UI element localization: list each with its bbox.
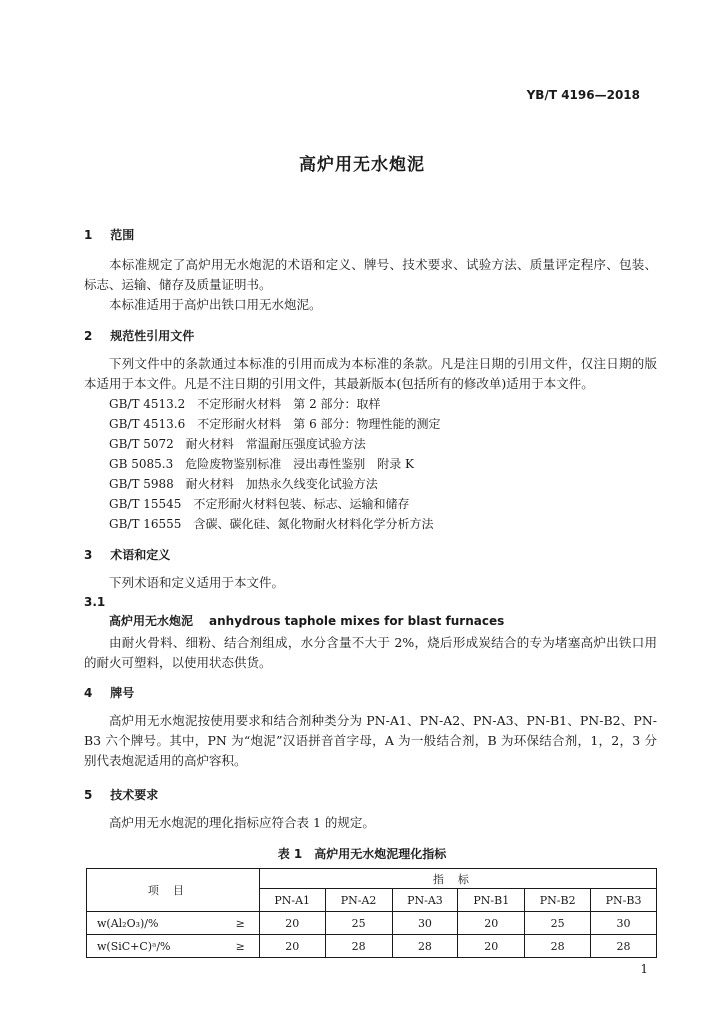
section-5-paragraph-1: 高炉用无水炮泥的理化指标应符合表 1 的规定。	[109, 815, 375, 830]
grade-header: PN-A1	[259, 889, 325, 912]
grade-header: PN-A3	[392, 889, 458, 912]
row-label-cell	[87, 935, 260, 958]
section-title: 规范性引用文件	[110, 329, 195, 343]
section-3-paragraph-1: 下列术语和定义适用于本文件。	[109, 575, 285, 590]
term-definition: 由耐火骨料、细粉、结合剂组成，水分含量不大于 2%，烧后形成炭结合的专为堵塞高炉出铁口用的耐火可塑料，以使用状态供货。	[84, 635, 657, 670]
section-title: 牌号	[110, 686, 135, 700]
reference-item: GB/T 5988 耐火材料 加热永久线变化试验方法	[109, 477, 378, 491]
term-number: 3.1	[84, 595, 106, 609]
page-number: 1	[640, 962, 648, 976]
table-header-row	[87, 869, 657, 889]
grade-header: PN-B1	[458, 889, 525, 912]
section-1-paragraph-1: 本标准规定了高炉用无水炮泥的术语和定义、牌号、技术要求、试验方法、质量评定程序、包装、标志、运输、储存及质量证明书。	[84, 257, 657, 292]
operator-symbol: ≥	[235, 916, 245, 930]
section-number: 5	[84, 788, 93, 802]
reference-item: GB/T 5072 耐火材料 常温耐压强度试验方法	[109, 437, 366, 451]
value-cell: 28	[525, 935, 591, 958]
term-entry	[109, 612, 504, 629]
value-cell: 30	[591, 912, 657, 935]
value-cell: 25	[525, 912, 591, 935]
row-label-cell	[87, 912, 260, 935]
section-title: 范围	[110, 228, 135, 242]
index-header: 指标	[259, 869, 656, 889]
section-title: 术语和定义	[110, 548, 171, 562]
section-3-heading	[84, 546, 170, 563]
value-cell: 28	[392, 935, 458, 958]
value-cell: 25	[325, 912, 392, 935]
section-4-paragraph-1: 高炉用无水炮泥按使用要求和结合剂种类分为 PN-A1、PN-A2、PN-A3、PN-B1、PN-B2、PN-B3 六个牌号。其中，PN 为“炮泥”汉语拼音首字母，A 为一般结合剂，B 为环保结合剂，1，2，3 分别代表炮泥适用的高炉容积。	[84, 713, 657, 768]
value-cell: 28	[591, 935, 657, 958]
section-number: 3	[84, 548, 93, 562]
value-cell: 20	[458, 912, 525, 935]
table-row	[87, 912, 657, 935]
reference-item: GB/T 16555 含碳、碳化硅、氮化物耐火材料化学分析方法	[109, 517, 434, 531]
value-cell: 30	[392, 912, 458, 935]
section-number: 1	[84, 228, 93, 242]
section-2-paragraph-1: 下列文件中的条款通过本标准的引用而成为本标准的条款。凡是注日期的引用文件，仅注日期的版本适用于本文件。凡是不注日期的引用文件，其最新版本(包括所有的修改单)适用于本文件。	[84, 356, 657, 391]
section-1-paragraph-2: 本标准适用于高炉出铁口用无水炮泥。	[109, 297, 322, 312]
value-cell: 20	[259, 935, 325, 958]
reference-item: GB 5085.3 危险废物鉴别标准 浸出毒性鉴别 附录 K	[109, 457, 414, 471]
document-title: 高炉用无水炮泥	[299, 155, 425, 175]
table-caption: 表 1 高炉用无水炮泥理化指标	[277, 847, 447, 861]
property-name: w(SiC+C)ᵃ/%	[97, 939, 171, 953]
section-2-heading	[84, 327, 194, 344]
section-title: 技术要求	[110, 788, 159, 802]
term-english: anhydrous taphole mixes for blast furnaces	[209, 614, 505, 628]
grade-header: PN-B2	[525, 889, 591, 912]
section-5-heading	[84, 786, 158, 803]
section-1-heading	[84, 226, 134, 243]
section-number: 4	[84, 686, 93, 700]
value-cell: 20	[259, 912, 325, 935]
reference-item: GB/T 4513.2 不定形耐火材料 第 2 部分：取样	[109, 397, 381, 411]
reference-item: GB/T 4513.6 不定形耐火材料 第 6 部分：物理性能的测定	[109, 417, 441, 431]
section-number: 2	[84, 329, 93, 343]
grade-header: PN-A2	[325, 889, 392, 912]
section-4-heading	[84, 684, 134, 701]
value-cell: 28	[325, 935, 392, 958]
operator-symbol: ≥	[235, 939, 245, 953]
table-row	[87, 935, 657, 958]
properties-table	[86, 868, 657, 958]
term-chinese: 高炉用无水炮泥	[109, 614, 194, 628]
value-cell: 20	[458, 935, 525, 958]
property-name: w(Al₂O₃)/%	[97, 916, 159, 930]
item-header: 项目	[87, 869, 260, 912]
reference-item: GB/T 15545 不定形耐火材料包装、标志、运输和储存	[109, 497, 410, 511]
standard-number: YB/T 4196—2018	[526, 88, 640, 102]
grade-header: PN-B3	[591, 889, 657, 912]
